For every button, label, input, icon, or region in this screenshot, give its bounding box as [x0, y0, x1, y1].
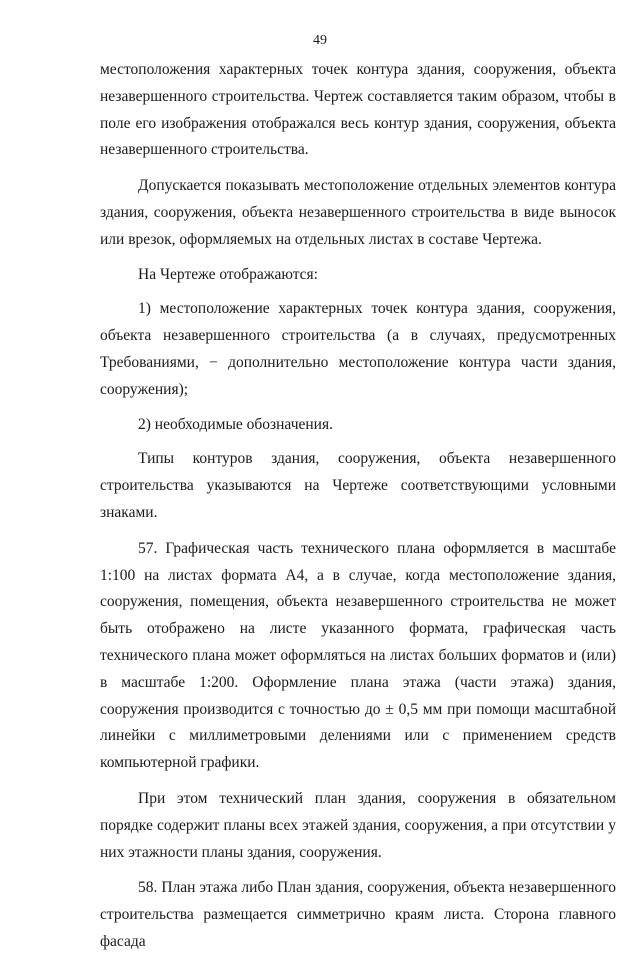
- document-body: [100, 57, 616, 956]
- paragraph-contour-types: Типы контуров здания, сооружения, объекта незавершенного строительства указываются на Чертеже соответствующими условными знаками.: [100, 450, 616, 521]
- paragraph-continuation: местоположения характерных точек контура здания, сооружения, объекта незавершенного строительства. Чертеж составляется таким образом, чтобы в поле его изображения отображался весь контур здания, сооружения, объекта незавершенного строительства.: [100, 61, 616, 159]
- paragraph-drawing-shows: На Чертеже отображаются:: [138, 265, 318, 283]
- paragraph-callouts: Допускается показывать местоположение отдельных элементов контура здания, сооружения, объекта незавершенного строительства в виде выносок или врезок, оформляемых на отдельных листах в составе Чертежа.: [100, 177, 616, 248]
- page-number: 49: [313, 33, 327, 48]
- paragraph-57: 57. Графическая часть технического плана оформляется в масштабе 1:100 на листах формата А4, а в случае, когда местоположение здания, сооружения, помещения, объекта незавершенного строительства не может быть отображено на листе указанного формата, графическая часть технического плана может оформляться на листах больших форматов и (или) в масштабе 1:200. Оформление плана этажа (части этажа) здания, сооружения производится с точностью до ± 0,5 мм при помощи масштабной линейки с миллиметровыми делениями или с применением средств компьютерной графики.: [100, 539, 616, 772]
- paragraph-technical-plan: При этом технический план здания, сооружения в обязательном порядке содержит планы всех этажей здания, сооружения, а при отсутствии у них этажности планы здания, сооружения.: [100, 789, 616, 861]
- list-item-1: 1) местоположение характерных точек контура здания, сооружения, объекта незавершенного строительства (а в случаях, предусмотренных Требованиями, − дополнительно местоположение контура части здания, сооружения);: [100, 300, 616, 398]
- list-item-2: 2) необходимые обозначения.: [138, 415, 333, 433]
- paragraph-58: 58. План этажа либо План здания, сооружения, объекта незавершенного строительства размещается симметрично краям листа. Сторона главного фасада: [100, 879, 616, 950]
